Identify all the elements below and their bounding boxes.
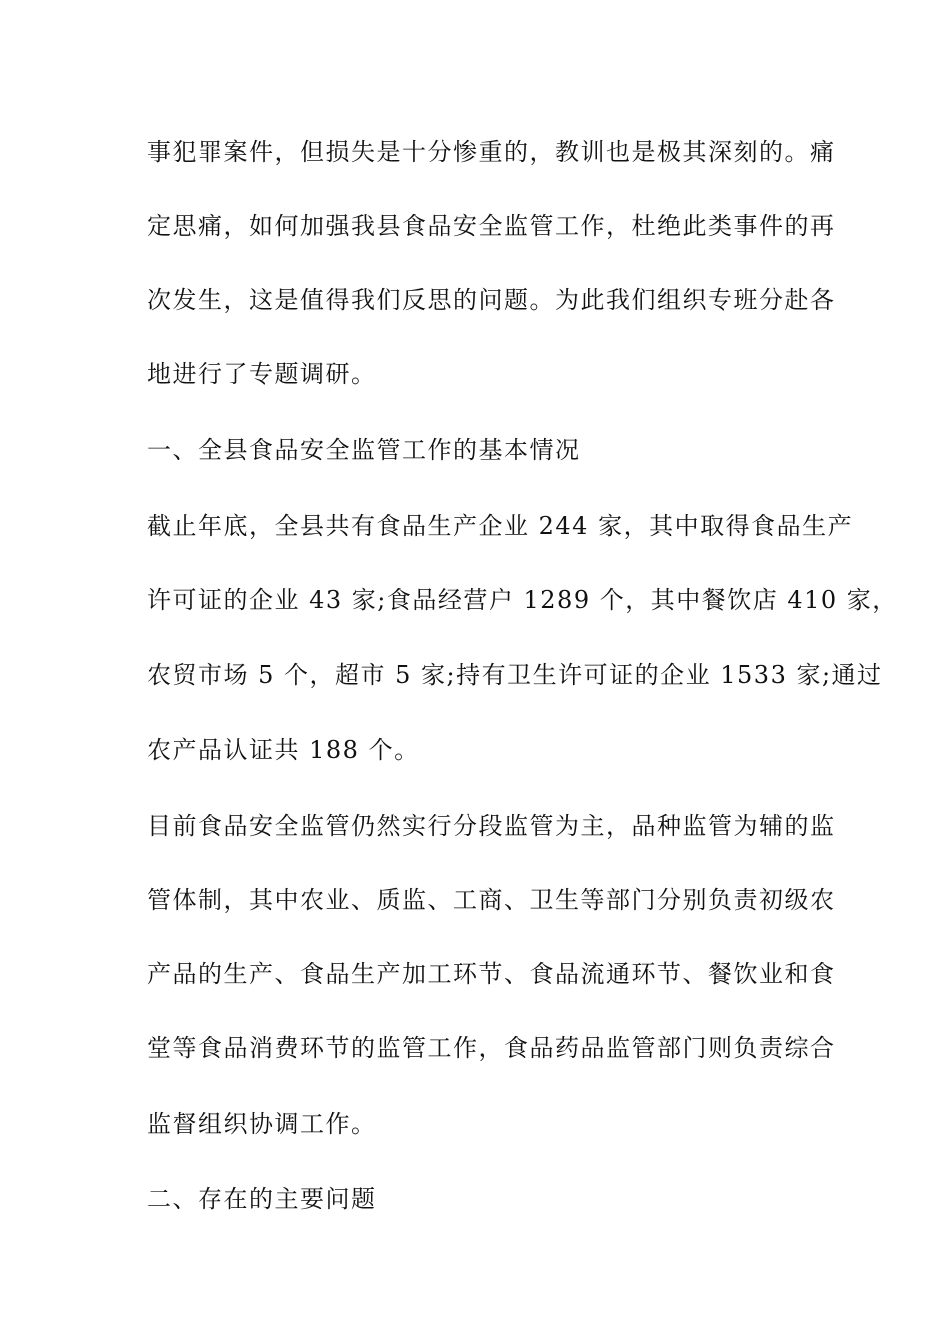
paragraph-line: 事犯罪案件，但损失是十分惨重的，教训也是极其深刻的。痛 xyxy=(147,138,836,166)
paragraph-line: 产品的生产、食品生产加工环节、食品流通环节、餐饮业和食 xyxy=(147,960,836,988)
paragraph-line: 农贸市场 5 个，超市 5 家;持有卫生许可证的企业 1533 家;通过 xyxy=(147,661,883,689)
paragraph-line: 目前食品安全监管仍然实行分段监管为主，品种监管为辅的监 xyxy=(147,812,836,840)
paragraph-line: 地进行了专题调研。 xyxy=(147,360,377,388)
paragraph-line: 次发生，这是值得我们反思的问题。为此我们组织专班分赴各 xyxy=(147,286,836,314)
paragraph-line: 农产品认证共 188 个。 xyxy=(147,736,420,764)
paragraph-line: 监督组织协调工作。 xyxy=(147,1110,377,1138)
section-heading: 二、存在的主要问题 xyxy=(147,1185,377,1213)
section-heading: 一、全县食品安全监管工作的基本情况 xyxy=(147,436,581,464)
paragraph-line: 截止年底，全县共有食品生产企业 244 家，其中取得食品生产 xyxy=(147,512,854,540)
paragraph-line: 定思痛，如何加强我县食品安全监管工作，杜绝此类事件的再 xyxy=(147,212,836,240)
paragraph-line: 许可证的企业 43 家;食品经营户 1289 个，其中餐饮店 410 家， xyxy=(147,586,898,614)
paragraph-line: 堂等食品消费环节的监管工作，食品药品监管部门则负责综合 xyxy=(147,1034,836,1062)
paragraph-line: 管体制，其中农业、质监、工商、卫生等部门分别负责初级农 xyxy=(147,886,836,914)
